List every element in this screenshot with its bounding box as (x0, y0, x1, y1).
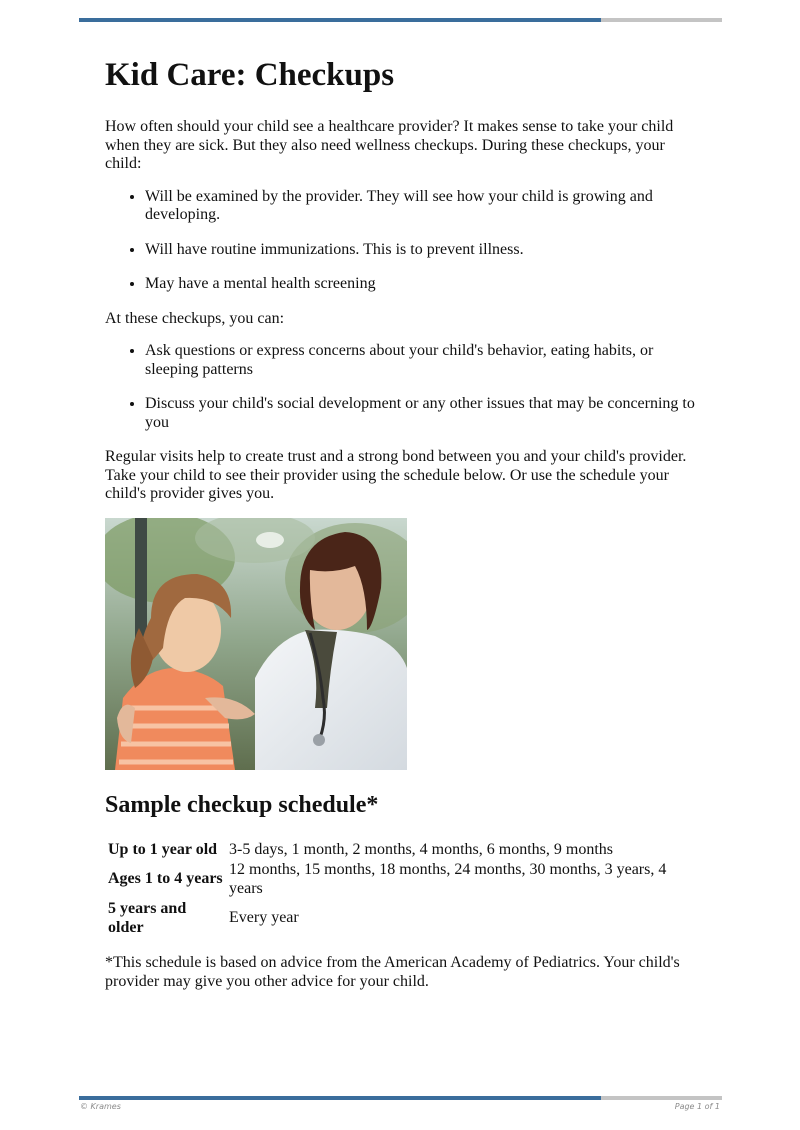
intro-paragraph: How often should your child see a healthcare provider? It makes sense to take your child when they are sick. But they also need wellness checkups. During these checkups, your child: (105, 118, 674, 172)
bottom-rule-gray (601, 1096, 722, 1100)
list-item: • Will have routine immunizations. This is to prevent illness. (145, 241, 700, 260)
list-item: • Will be examined by the provider. They will see how your child is growing and developing. (145, 188, 700, 225)
document-body (105, 54, 700, 1005)
top-rule (79, 18, 722, 22)
can-intro-paragraph: At these checkups, you can: (105, 309, 285, 327)
list-item: • May have a mental health screening (145, 275, 700, 294)
can-list (105, 342, 700, 432)
age-cell: Up to 1 year old (108, 840, 218, 858)
table-row (105, 840, 686, 861)
copyright-text: © Krames (80, 1102, 121, 1111)
bottom-rule (79, 1096, 722, 1100)
checkup-list (105, 188, 700, 294)
schedule-cell: 12 months, 15 months, 18 months, 24 months, 30 months, 3 years, 4 years (229, 861, 667, 897)
list-item: • Ask questions or express concerns about your child's behavior, eating habits, or sleeping patterns (145, 342, 700, 379)
doctor-child-photo (105, 518, 407, 770)
schedule-cell: Every year (229, 909, 299, 927)
top-rule-gray (601, 18, 722, 22)
page-title: Kid Care: Checkups (105, 57, 395, 93)
age-cell: Ages 1 to 4 years (108, 870, 223, 888)
visits-paragraph: Regular visits help to create trust and a strong bond between you and your child's provider. Take your child to see their provider using the schedule below. Or use the schedule your child's provider gives you. (105, 448, 687, 502)
page-number: Page 1 of 1 (674, 1102, 720, 1111)
schedule-cell: 3-5 days, 1 month, 2 months, 4 months, 6 months, 9 months (229, 840, 614, 858)
list-item: • Discuss your child's social development or any other issues that may be concerning to you (145, 395, 700, 432)
schedule-heading: Sample checkup schedule* (105, 791, 379, 818)
table-row (105, 899, 686, 938)
schedule-table (105, 840, 686, 939)
top-rule-blue (79, 18, 601, 22)
bottom-rule-blue (79, 1096, 601, 1100)
footnote: *This schedule is based on advice from the American Academy of Pediatrics. Your child's provider may give you other advice for your child. (105, 954, 680, 990)
table-row (105, 860, 686, 899)
age-cell: 5 years and older (108, 900, 187, 936)
